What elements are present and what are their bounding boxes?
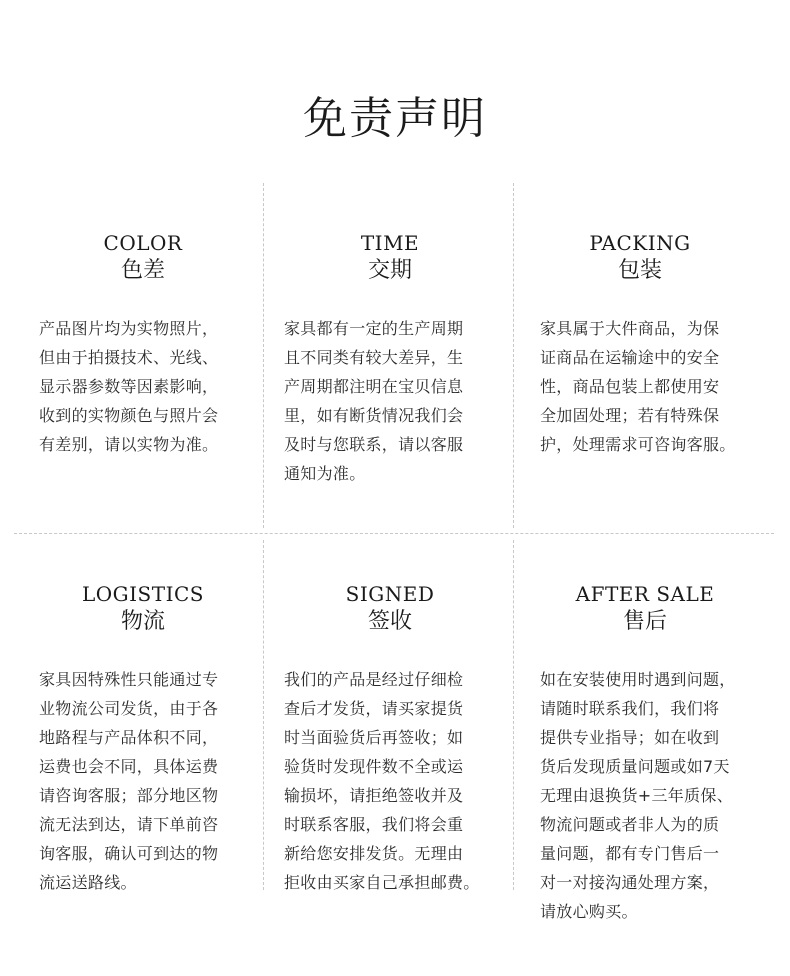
- section-heading-en: PACKING: [589, 231, 691, 255]
- section-time: [272, 230, 508, 488]
- section-heading-zh: 物流: [120, 609, 165, 634]
- section-body: 如在安装使用时遇到问题， 请随时联系我们，我们将 提供专业指导；如在收到 货后发现质量问题或如7天 无理由退换货+三年质保、 物流问题或者非人为的质 量问题，都有专门售后一 对一对接沟通处理方案， 请放心购买。: [540, 670, 736, 921]
- divider-vertical-left-top: [263, 183, 264, 528]
- section-packing: [520, 230, 760, 459]
- section-heading-zh: 售后: [622, 609, 667, 634]
- section-heading-en: TIME: [360, 231, 420, 255]
- section-heading-en: SIGNED: [345, 582, 435, 606]
- divider-vertical-left-bottom: [263, 540, 264, 890]
- page-title: 免责声明: [303, 93, 487, 144]
- section-heading-en: LOGISTICS: [82, 582, 204, 606]
- section-heading-zh: 色差: [120, 258, 165, 283]
- divider-vertical-right-top: [513, 183, 514, 528]
- section-body: 产品图片均为实物照片， 但由于拍摄技术、光线、 显示器参数等因素影响， 收到的实物颜色与照片会 有差别，请以实物为准。: [39, 319, 219, 454]
- section-heading-zh: 交期: [367, 258, 412, 283]
- section-heading-zh: 签收: [367, 609, 412, 634]
- section-logistics: [27, 581, 259, 897]
- section-heading-zh: 包装: [617, 258, 662, 283]
- section-after-sale: [520, 581, 770, 926]
- section-body: 家具因特殊性只能通过专 业物流公司发货，由于各 地路程与产品体积不同， 运费也会不同，具体运费 请咨询客服；部分地区物 流无法到达，请下单前咨 询客服，确认可到达的物 流运送路线。: [39, 670, 219, 892]
- section-heading-en: AFTER SALE: [575, 582, 715, 606]
- section-heading-en: COLOR: [103, 231, 183, 255]
- section-body: 家具属于大件商品，为保 证商品在运输途中的安全 性，商品包装上都使用安 全加固处理；若有特殊保 护，处理需求可咨询客服。: [540, 319, 736, 454]
- divider-horizontal: [14, 533, 774, 534]
- divider-vertical-right-bottom: [513, 540, 514, 890]
- section-signed: [272, 581, 508, 897]
- section-color: [27, 230, 259, 459]
- section-body: 家具都有一定的生产周期 且不同类有较大差异，生 产周期都注明在宝贝信息 里，如有断货情况我们会 及时与您联系，请以客服 通知为准。: [284, 319, 464, 483]
- section-body: 我们的产品是经过仔细检 查后才发货，请买家提货 时当面验货后再签收；如 验货时发现件数不全或运 输损坏，请拒绝签收并及 时联系客服，我们将会重 新给您安排发货。无理由 拒收由买家自己承担邮费。: [284, 670, 480, 892]
